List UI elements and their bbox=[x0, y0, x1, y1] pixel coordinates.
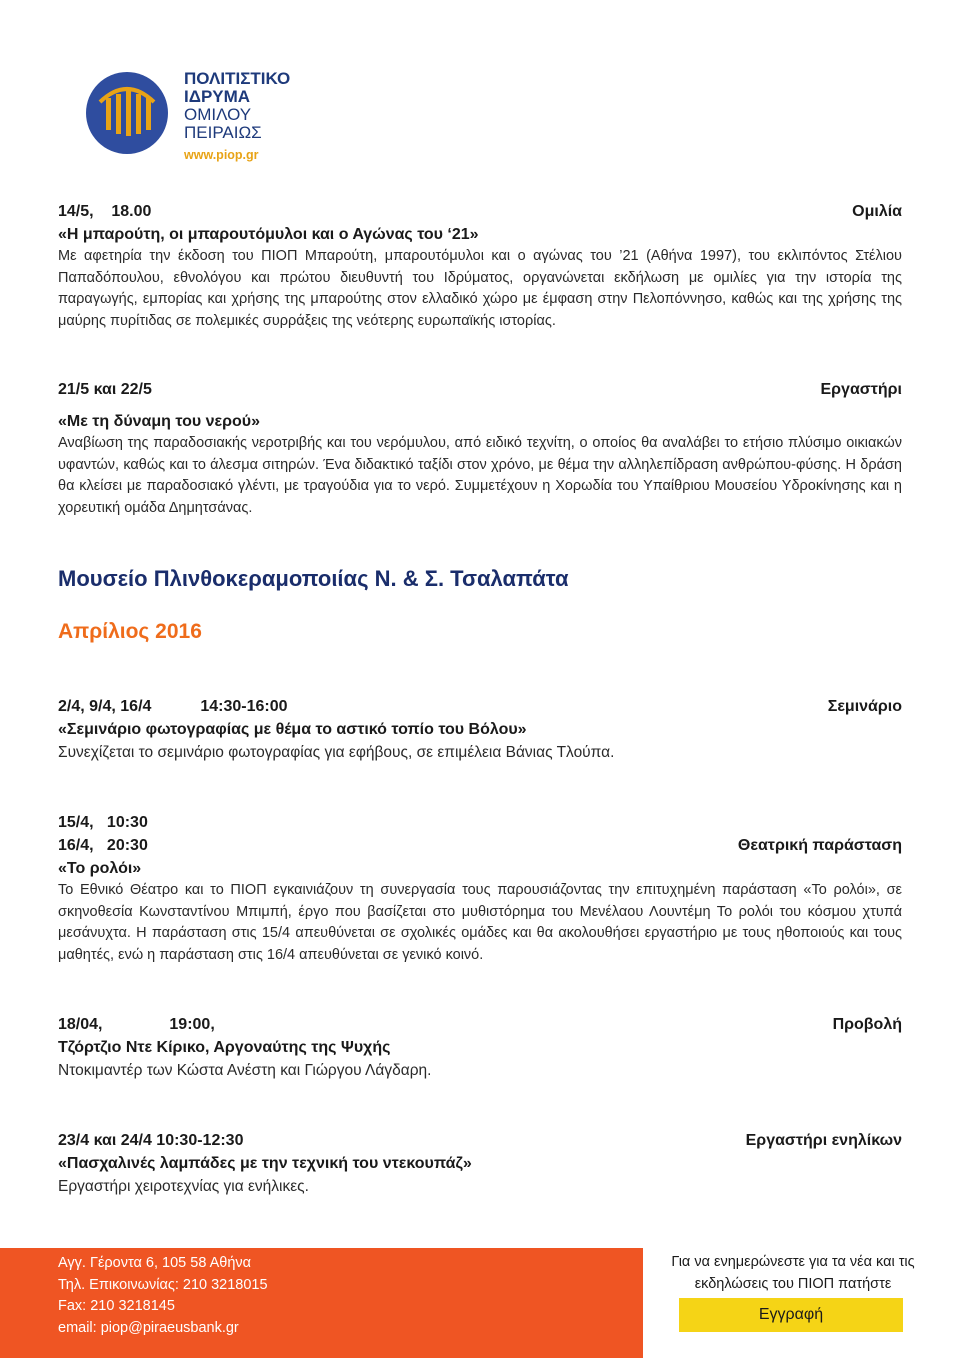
register-button[interactable]: Εγγραφή bbox=[679, 1298, 903, 1332]
logo-line-2: ΙΔΡΥΜΑ bbox=[184, 87, 251, 106]
event-description: Αναβίωση της παραδοσιακής νεροτριβής και του νερόμυλου, από ειδικό τεχνίτη, ο οποίος θα αναλάβει το ετήσιο πλύσιμο οικιακών υφαντών, καθώς και το άλεσμα σιτηρών. Ένα διδακτικό ταξίδι στον χρόνο, με θέμα την αλληλεπίδραση ανθρώπου-φύσης. Η δράση θα κλείσει με παραδοσιακό γλέντι, με τραγούδια για το νερό. Συμμετέχουν η Χορωδία του Υπαίθριου Μουσείου Υδροκίνησης και η χορευτική ομάδα Δημητσάνας. bbox=[58, 435, 902, 516]
event-title: Τζόρτζιο Ντε Κίρικο, Αργοναύτης της Ψυχής bbox=[58, 1039, 391, 1056]
event-description: Συνεχίζεται το σεμινάριο φωτογραφίας για εφήβους, σε επιμέλεια Βάνιας Τλούπα. bbox=[58, 744, 615, 761]
event-may-2 bbox=[58, 378, 902, 519]
month-heading: Απρίλιος 2016 bbox=[58, 620, 202, 643]
event-title: «Πασχαλινές λαμπάδες με την τεχνική του ντεκουπάζ» bbox=[58, 1155, 472, 1172]
foundation-logo bbox=[60, 58, 308, 170]
event-type: Εργαστήρι ενηλίκων bbox=[745, 1132, 902, 1149]
event-april-4 bbox=[58, 1129, 902, 1198]
event-title: «Με τη δύναμη του νερού» bbox=[58, 413, 260, 430]
event-type: Εργαστήρι bbox=[820, 381, 902, 398]
event-time: 14:30-16:00 bbox=[200, 698, 288, 715]
event-type: Προβολή bbox=[832, 1016, 902, 1033]
event-date: 21/5 και 22/5 bbox=[58, 381, 152, 398]
footer-phone: Τηλ. Επικοινωνίας: 210 3218015 bbox=[58, 1276, 268, 1293]
event-title: «Η μπαρούτη, οι μπαρουτόμυλοι και ο Αγώνας του ‘21» bbox=[58, 226, 479, 243]
event-title: «Το ρολόι» bbox=[58, 860, 142, 877]
event-date: 14/5, 18.00 bbox=[58, 203, 152, 220]
notify-text: Για να ενημερώνεστε για τα νέα και τις εκδηλώσεις του ΠΙΟΠ πατήστε bbox=[671, 1254, 915, 1292]
event-april-3 bbox=[58, 1013, 902, 1082]
event-type: Σεμινάριο bbox=[827, 698, 902, 715]
event-date: 2/4, 9/4, 16/4 bbox=[58, 698, 152, 715]
footer-signup bbox=[643, 1248, 960, 1358]
event-time: 19:00, bbox=[169, 1016, 215, 1033]
event-type: Θεατρική παράσταση bbox=[737, 837, 902, 854]
event-description: Με αφετηρία την έκδοση του ΠΙΟΠ Μπαρούτη, μπαρουτόμυλοι και ο αγώνας του ’21 (Αθήνα 1997), του εκλιπόντος Στέλιου Παπαδόπουλου, εθνολόγου και πρώτου διευθυντή του Ιδρύματος, οργανώνεται εκδήλωση με ομιλίες για την ιστορία της παραγωγής, εμπορίας και χρήσης της μπαρούτης στον ελλαδικό χώρο με έμφαση στην Πελοπόννησο, καθώς και της χρήσης της μαύρης πυρίτιδας σε πολεμικές συρράξεις της νεότερης ευρωπαϊκής ιστορίας. bbox=[58, 248, 902, 329]
footer-email[interactable]: email: piop@piraeusbank.gr bbox=[58, 1319, 239, 1336]
event-description: Το Εθνικό Θέατρο και το ΠΙΟΠ εγκαινιάζουν τη συνεργασία τους παρουσιάζοντας την επιτυχημένη παράσταση «Το ρολόι», σε σκηνοθεσία Κωνσταντίνου Μπιμπή, έργο που βασίζεται στο μυθιστόρημα του Μενέλαου Λουντέμη Το ρολόι του κόσμου χτυπά μεσάνυχτα. Η παράσταση στις 15/4 απευθύνεται σε σχολικές ομάδες και θα ακολουθήσει εργαστήριο με τους ηθοποιούς και τους μαθητές, ενώ η παράσταση στις 16/4 απευθύνεται σε γενικό κοινό. bbox=[58, 882, 902, 963]
footer-fax: Fax: 210 3218145 bbox=[58, 1298, 175, 1314]
event-type: Ομιλία bbox=[852, 203, 902, 220]
museum-heading: Μουσείο Πλινθοκεραμοποιίας Ν. & Σ. Τσαλαπάτα bbox=[58, 566, 569, 591]
event-may-1 bbox=[58, 200, 902, 332]
logo-line-4: ΠΕΙΡΑΙΩΣ bbox=[184, 123, 262, 142]
event-april-2 bbox=[58, 811, 902, 966]
event-title: «Σεμινάριο φωτογραφίας με θέμα το αστικό τοπίο του Βόλου» bbox=[58, 721, 527, 738]
event-date-line-1: 15/4, 10:30 bbox=[58, 814, 148, 831]
logo-line-1: ΠΟΛΙΤΙΣΤΙΚΟ bbox=[184, 69, 291, 88]
footer-contact-bar bbox=[0, 1248, 643, 1358]
logo-wordmark bbox=[184, 70, 290, 142]
event-description: Ντοκιμαντέρ των Κώστα Ανέστη και Γιώργου Λάγδαρη. bbox=[58, 1062, 432, 1079]
event-april-1 bbox=[58, 695, 902, 764]
logo-url: www.piop.gr bbox=[184, 148, 259, 162]
event-description: Εργαστήρι χειροτεχνίας για ενήλικες. bbox=[58, 1178, 309, 1195]
logo-mark-icon bbox=[86, 72, 168, 154]
event-date: 18/04, bbox=[58, 1016, 103, 1033]
logo-line-3: ΟΜΙΛΟΥ bbox=[184, 105, 252, 124]
footer-address: Αγγ. Γέροντα 6, 105 58 Αθήνα bbox=[58, 1255, 252, 1271]
event-date-line-2: 16/4, 20:30 bbox=[58, 837, 148, 854]
event-date: 23/4 και 24/4 10:30-12:30 bbox=[58, 1132, 244, 1149]
